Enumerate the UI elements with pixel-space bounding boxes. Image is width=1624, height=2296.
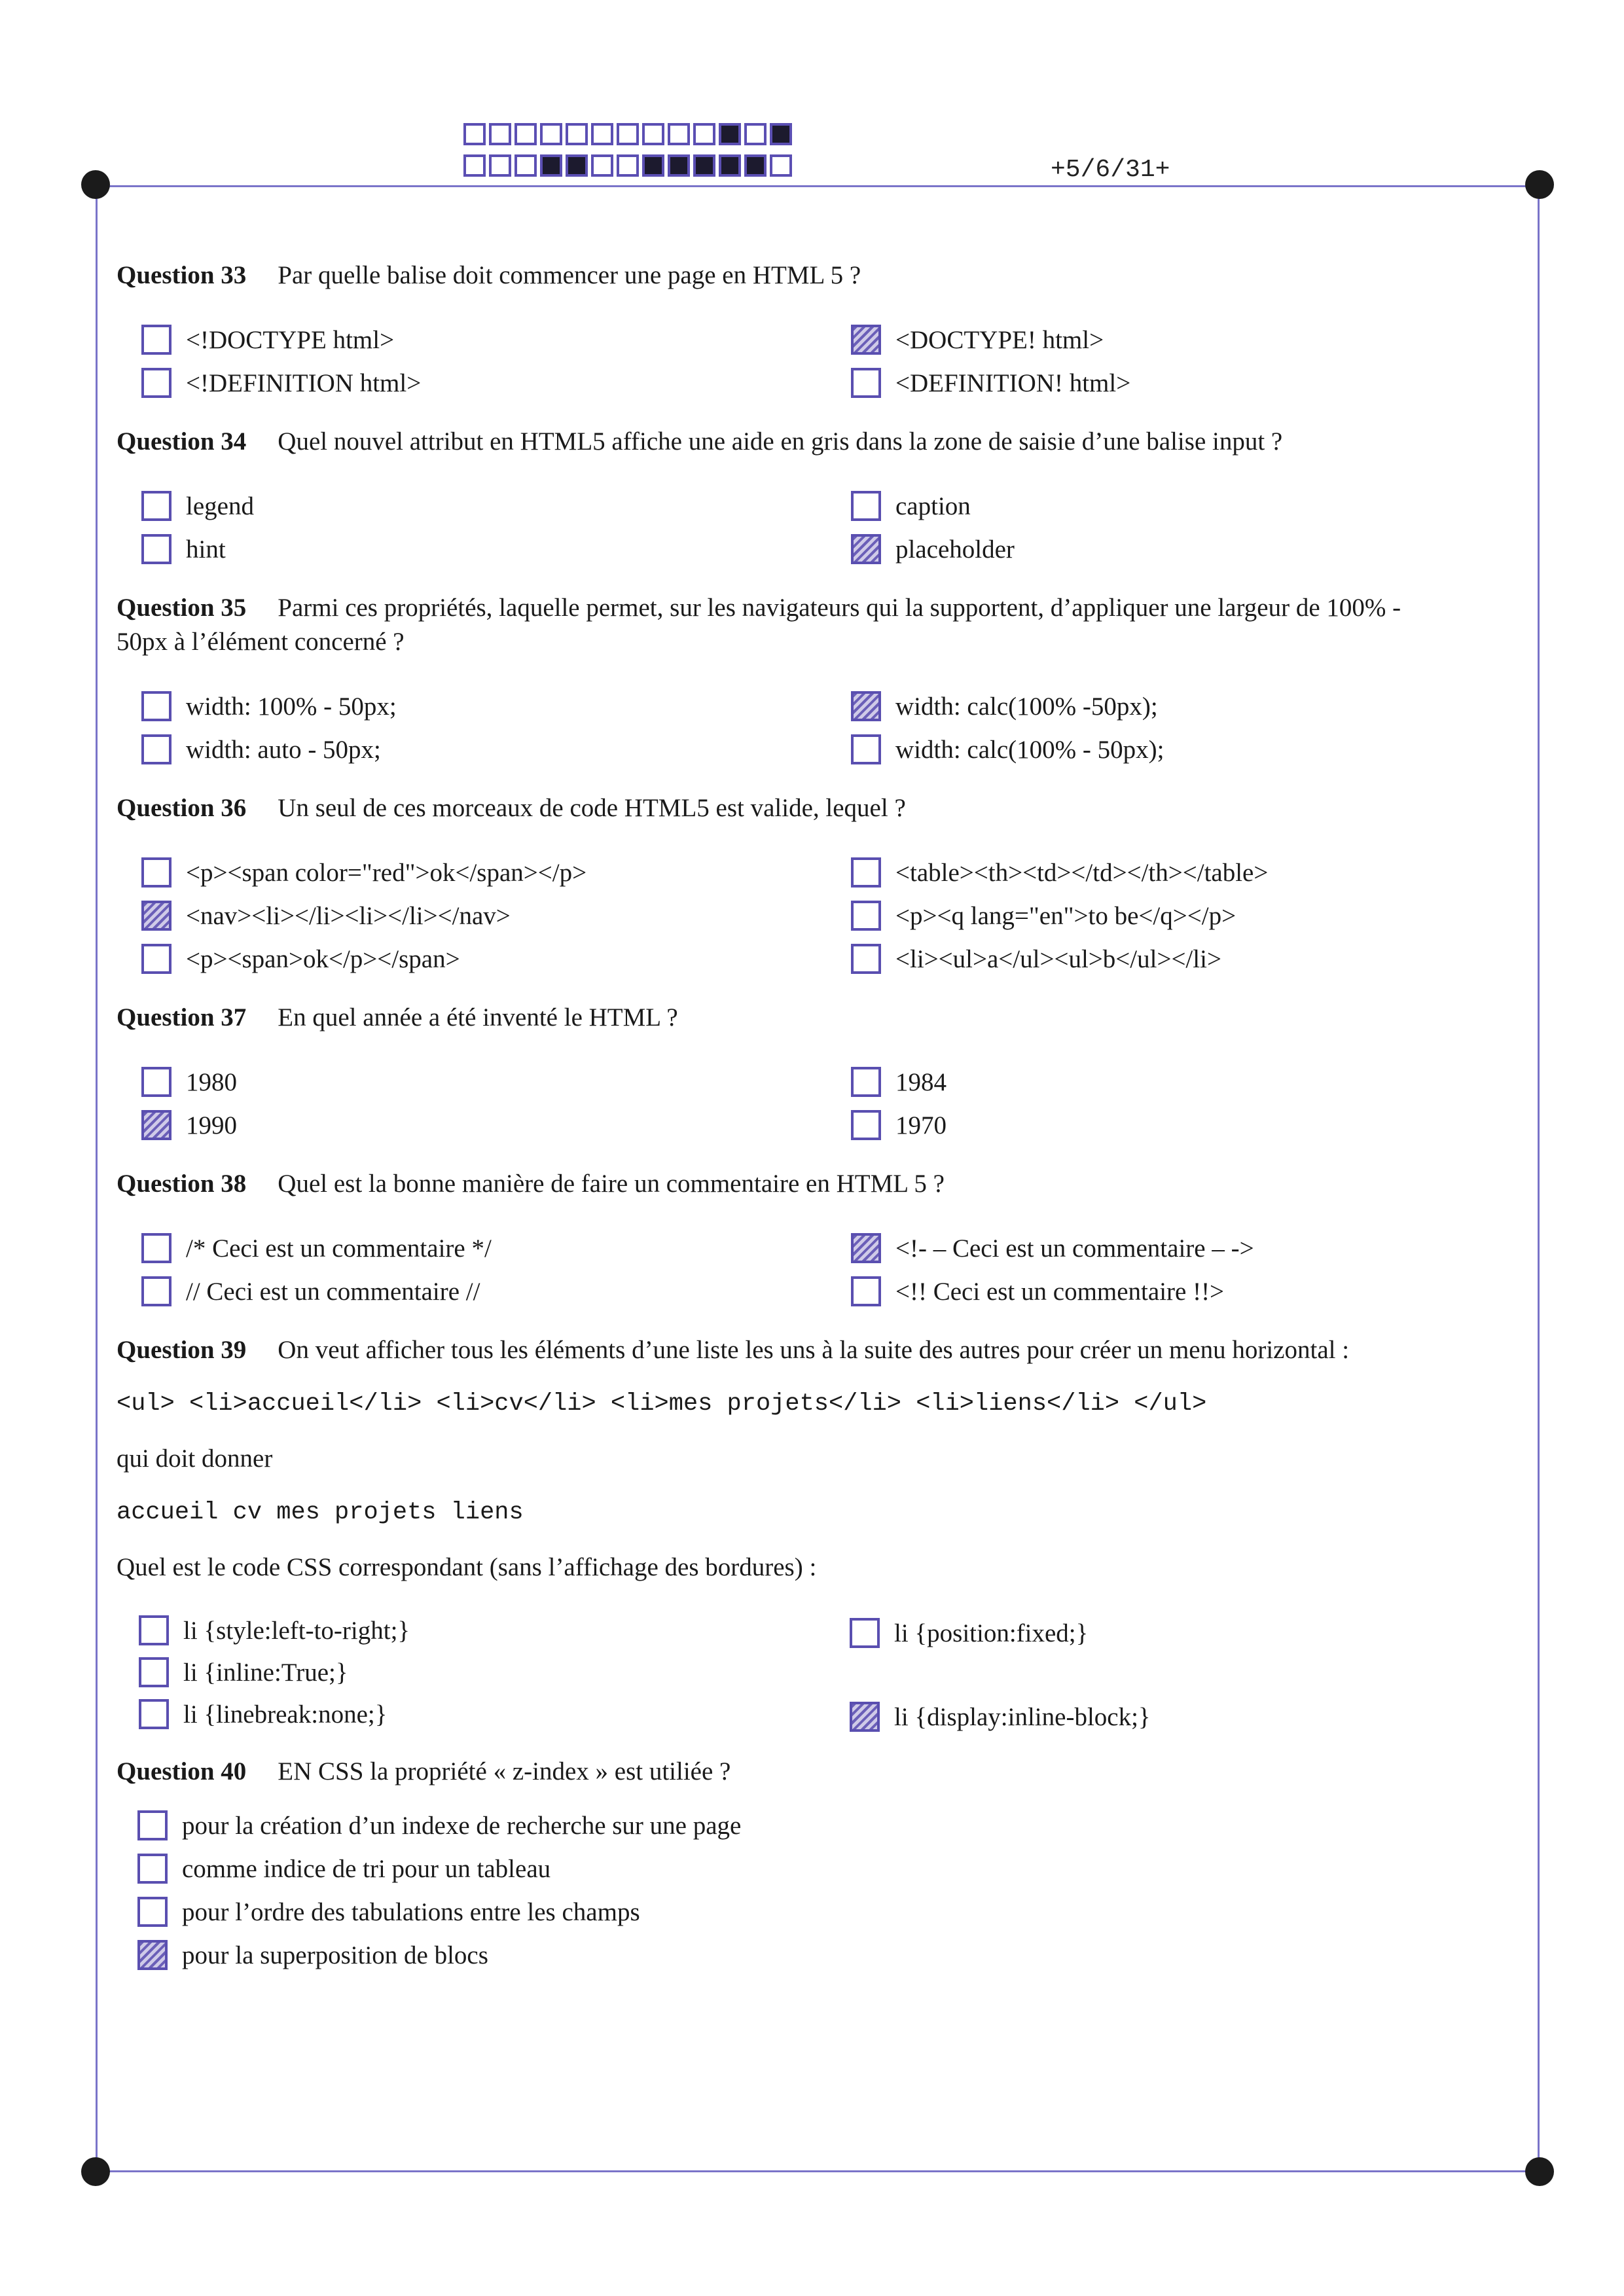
option-q33-d[interactable] <box>851 368 1130 398</box>
question-text-line: Quel est le code CSS correspondant (sans l’affichage des bordures) : <box>117 1553 817 1581</box>
barcode-cell <box>617 123 639 145</box>
option-label: <table><th><td></td></th></table> <box>895 858 1269 887</box>
option-label: <DEFINITION! html> <box>895 368 1131 397</box>
option-label: width: calc(100% - 50px); <box>895 735 1164 764</box>
option-label: li {display:inline-block;} <box>894 1702 1151 1731</box>
checkbox[interactable] <box>850 1702 880 1732</box>
option-label: <p><span color="red">ok</span></p> <box>186 858 587 887</box>
checkbox[interactable] <box>850 1618 880 1648</box>
code-sample-list: <ul> <li>accueil</li> <li>cv</li> <li>mes projets</li> <li>liens</li> </ul> <box>117 1390 1207 1418</box>
option-q39-c[interactable] <box>139 1699 387 1729</box>
option-label: <nav><li></li><li></li></nav> <box>186 901 511 930</box>
option-q37-c[interactable] <box>851 1067 947 1097</box>
question-34 <box>117 427 1282 456</box>
option-label: 1990 <box>186 1111 237 1139</box>
checkbox[interactable] <box>851 368 881 398</box>
option-q40-c[interactable] <box>137 1897 640 1927</box>
question-number: Question 38 <box>117 1170 247 1198</box>
option-label: <p><q lang="en">to be</q></p> <box>895 901 1236 930</box>
option-q40-b[interactable] <box>137 1854 550 1884</box>
question-number: Question 36 <box>117 794 247 822</box>
option-label: li {inline:True;} <box>183 1658 348 1687</box>
question-40 <box>117 1757 731 1786</box>
option-q33-a[interactable] <box>141 325 394 355</box>
option-q36-c[interactable] <box>141 944 460 974</box>
option-label: placeholder <box>895 535 1015 564</box>
checkbox[interactable] <box>851 1233 881 1263</box>
option-q35-d[interactable] <box>851 734 1164 764</box>
option-q34-c[interactable] <box>851 491 971 521</box>
option-q36-a[interactable] <box>141 857 586 888</box>
option-q33-b[interactable] <box>141 368 421 398</box>
checkbox[interactable] <box>141 857 171 888</box>
option-label: <!- – Ceci est un commentaire – -> <box>895 1234 1254 1263</box>
option-q38-b[interactable] <box>141 1276 480 1306</box>
checkbox[interactable] <box>141 1110 171 1140</box>
option-q34-b[interactable] <box>141 534 226 564</box>
checkbox[interactable] <box>137 1940 168 1970</box>
barcode-cell <box>591 154 613 177</box>
barcode-cell <box>693 154 715 177</box>
checkbox[interactable] <box>851 944 881 974</box>
option-q39-e[interactable] <box>850 1702 1151 1732</box>
option-label: width: auto - 50px; <box>186 735 381 764</box>
question-text-line: qui doit donner <box>117 1444 273 1473</box>
checkbox[interactable] <box>851 325 881 355</box>
barcode-cell <box>566 154 588 177</box>
question-37 <box>117 1003 678 1032</box>
barcode-cell <box>540 154 562 177</box>
option-q37-b[interactable] <box>141 1110 237 1140</box>
option-q36-f[interactable] <box>851 944 1221 974</box>
option-q37-a[interactable] <box>141 1067 237 1097</box>
option-label: legend <box>186 492 254 520</box>
option-label: <p><span>ok</p></span> <box>186 944 460 973</box>
option-label: width: calc(100% -50px); <box>895 692 1158 721</box>
option-label: <li><ul>a</ul><ul>b</ul></li> <box>895 944 1221 973</box>
checkbox[interactable] <box>137 1897 168 1927</box>
option-label: <!! Ceci est un commentaire !!> <box>895 1277 1225 1306</box>
corner-mark-bottom-left <box>81 2157 110 2186</box>
option-label: <!DEFINITION html> <box>186 368 422 397</box>
question-39 <box>117 1335 1349 1365</box>
question-text: Quel nouvel attribut en HTML5 affiche une aide en gris dans la zone de saisie d’une balise input ? <box>278 427 1283 456</box>
option-q38-d[interactable] <box>851 1276 1224 1306</box>
barcode-cell <box>463 123 486 145</box>
option-q35-b[interactable] <box>141 734 381 764</box>
option-q34-d[interactable] <box>851 534 1015 564</box>
option-label: pour l’ordre des tabulations entre les champs <box>182 1897 640 1926</box>
checkbox[interactable] <box>851 901 881 931</box>
barcode-cell <box>514 123 537 145</box>
option-q38-a[interactable] <box>141 1233 492 1263</box>
option-q37-d[interactable] <box>851 1110 947 1140</box>
question-number: Question 34 <box>117 427 247 456</box>
checkbox[interactable] <box>139 1699 169 1729</box>
checkbox[interactable] <box>141 944 171 974</box>
question-text: EN CSS la propriété « z-index » est utiliée ? <box>278 1757 731 1785</box>
barcode-cell <box>770 154 792 177</box>
option-q33-c[interactable] <box>851 325 1104 355</box>
question-number: Question 33 <box>117 261 247 289</box>
option-label: 1980 <box>186 1067 237 1096</box>
checkbox[interactable] <box>137 1810 168 1840</box>
option-q35-a[interactable] <box>141 691 397 721</box>
option-label: <!DOCTYPE html> <box>186 325 395 354</box>
checkbox[interactable] <box>851 491 881 521</box>
question-number: Question 39 <box>117 1336 247 1364</box>
barcode-row-1 <box>463 123 795 145</box>
option-label: 1970 <box>895 1111 947 1139</box>
checkbox[interactable] <box>141 491 171 521</box>
checkbox[interactable] <box>851 534 881 564</box>
question-36 <box>117 793 906 823</box>
page-id: +5/6/31+ <box>1051 156 1170 184</box>
option-q39-b[interactable] <box>139 1657 348 1687</box>
question-33 <box>117 260 861 290</box>
question-text: En quel année a été inventé le HTML ? <box>278 1003 678 1031</box>
option-label: 1984 <box>895 1067 947 1096</box>
question-text: On veut afficher tous les éléments d’une liste les uns à la suite des autres pour créer un menu horizontal : <box>278 1336 1350 1364</box>
code-sample-output: accueil cv mes projets liens <box>117 1499 524 1526</box>
option-label: comme indice de tri pour un tableau <box>182 1854 551 1883</box>
checkbox[interactable] <box>851 1110 881 1140</box>
barcode-cell <box>463 154 486 177</box>
option-q35-c[interactable] <box>851 691 1158 721</box>
option-label: // Ceci est un commentaire // <box>186 1277 480 1306</box>
barcode-cell <box>744 123 767 145</box>
option-q40-d[interactable] <box>137 1940 488 1970</box>
barcode-cell <box>668 154 690 177</box>
option-q36-e[interactable] <box>851 901 1236 931</box>
question-text: Parmi ces propriétés, laquelle permet, sur les navigateurs qui la supportent, d’appliquer une largeur de 100% - <box>278 594 1401 622</box>
option-label: li {linebreak:none;} <box>183 1700 388 1729</box>
checkbox[interactable] <box>139 1615 169 1645</box>
question-number: Question 37 <box>117 1003 247 1031</box>
barcode-cell <box>540 123 562 145</box>
question-38 <box>117 1169 945 1198</box>
option-label: caption <box>895 492 971 520</box>
option-label: pour la création d’un indexe de recherche sur une page <box>182 1811 742 1840</box>
corner-mark-top-left <box>81 170 110 199</box>
question-text: Un seul de ces morceaux de code HTML5 est valide, lequel ? <box>278 794 906 822</box>
question-number: Question 35 <box>117 594 247 622</box>
barcode-cell <box>566 123 588 145</box>
option-q36-d[interactable] <box>851 857 1268 888</box>
option-q36-b[interactable] <box>141 901 511 931</box>
checkbox[interactable] <box>851 691 881 721</box>
question-number: Question 40 <box>117 1757 247 1785</box>
checkbox[interactable] <box>851 1276 881 1306</box>
barcode-cell <box>719 154 741 177</box>
option-q34-a[interactable] <box>141 491 254 521</box>
question-35 <box>117 593 1401 622</box>
barcode-cell <box>642 123 664 145</box>
checkbox[interactable] <box>141 1233 171 1263</box>
barcode-cell <box>668 123 690 145</box>
question-text-continued: 50px à l’élément concerné ? <box>117 628 405 656</box>
option-q39-a[interactable] <box>139 1615 410 1645</box>
checkbox[interactable] <box>141 691 171 721</box>
option-label: <DOCTYPE! html> <box>895 325 1104 354</box>
checkbox[interactable] <box>141 1276 171 1306</box>
option-label: pour la superposition de blocs <box>182 1941 488 1969</box>
checkbox[interactable] <box>851 857 881 888</box>
checkbox[interactable] <box>141 901 171 931</box>
barcode-row-2 <box>463 154 795 177</box>
checkbox[interactable] <box>141 534 171 564</box>
question-text: Quel est la bonne manière de faire un commentaire en HTML 5 ? <box>278 1170 945 1198</box>
question-text: Par quelle balise doit commencer une page en HTML 5 ? <box>278 261 861 289</box>
checkbox[interactable] <box>137 1854 168 1884</box>
barcode-cell <box>514 154 537 177</box>
option-label: /* Ceci est un commentaire */ <box>186 1234 492 1263</box>
checkbox[interactable] <box>141 368 171 398</box>
checkbox[interactable] <box>141 1067 171 1097</box>
barcode-cell <box>642 154 664 177</box>
barcode-cell <box>744 154 767 177</box>
checkbox[interactable] <box>851 1067 881 1097</box>
option-label: width: 100% - 50px; <box>186 692 397 721</box>
checkbox[interactable] <box>139 1657 169 1687</box>
barcode-cell <box>591 123 613 145</box>
checkbox[interactable] <box>851 734 881 764</box>
corner-mark-top-right <box>1525 170 1554 199</box>
option-q40-a[interactable] <box>137 1810 741 1840</box>
barcode-cell <box>770 123 792 145</box>
barcode-cell <box>489 123 511 145</box>
option-q38-c[interactable] <box>851 1233 1254 1263</box>
option-label: hint <box>186 535 226 564</box>
barcode-cell <box>719 123 741 145</box>
barcode-cell <box>693 123 715 145</box>
barcode-cell <box>617 154 639 177</box>
checkbox[interactable] <box>141 734 171 764</box>
option-label: li {style:left-to-right;} <box>183 1616 410 1645</box>
barcode-cell <box>489 154 511 177</box>
option-label: li {position:fixed;} <box>894 1619 1089 1647</box>
corner-mark-bottom-right <box>1525 2157 1554 2186</box>
checkbox[interactable] <box>141 325 171 355</box>
option-q39-d[interactable] <box>850 1618 1088 1648</box>
